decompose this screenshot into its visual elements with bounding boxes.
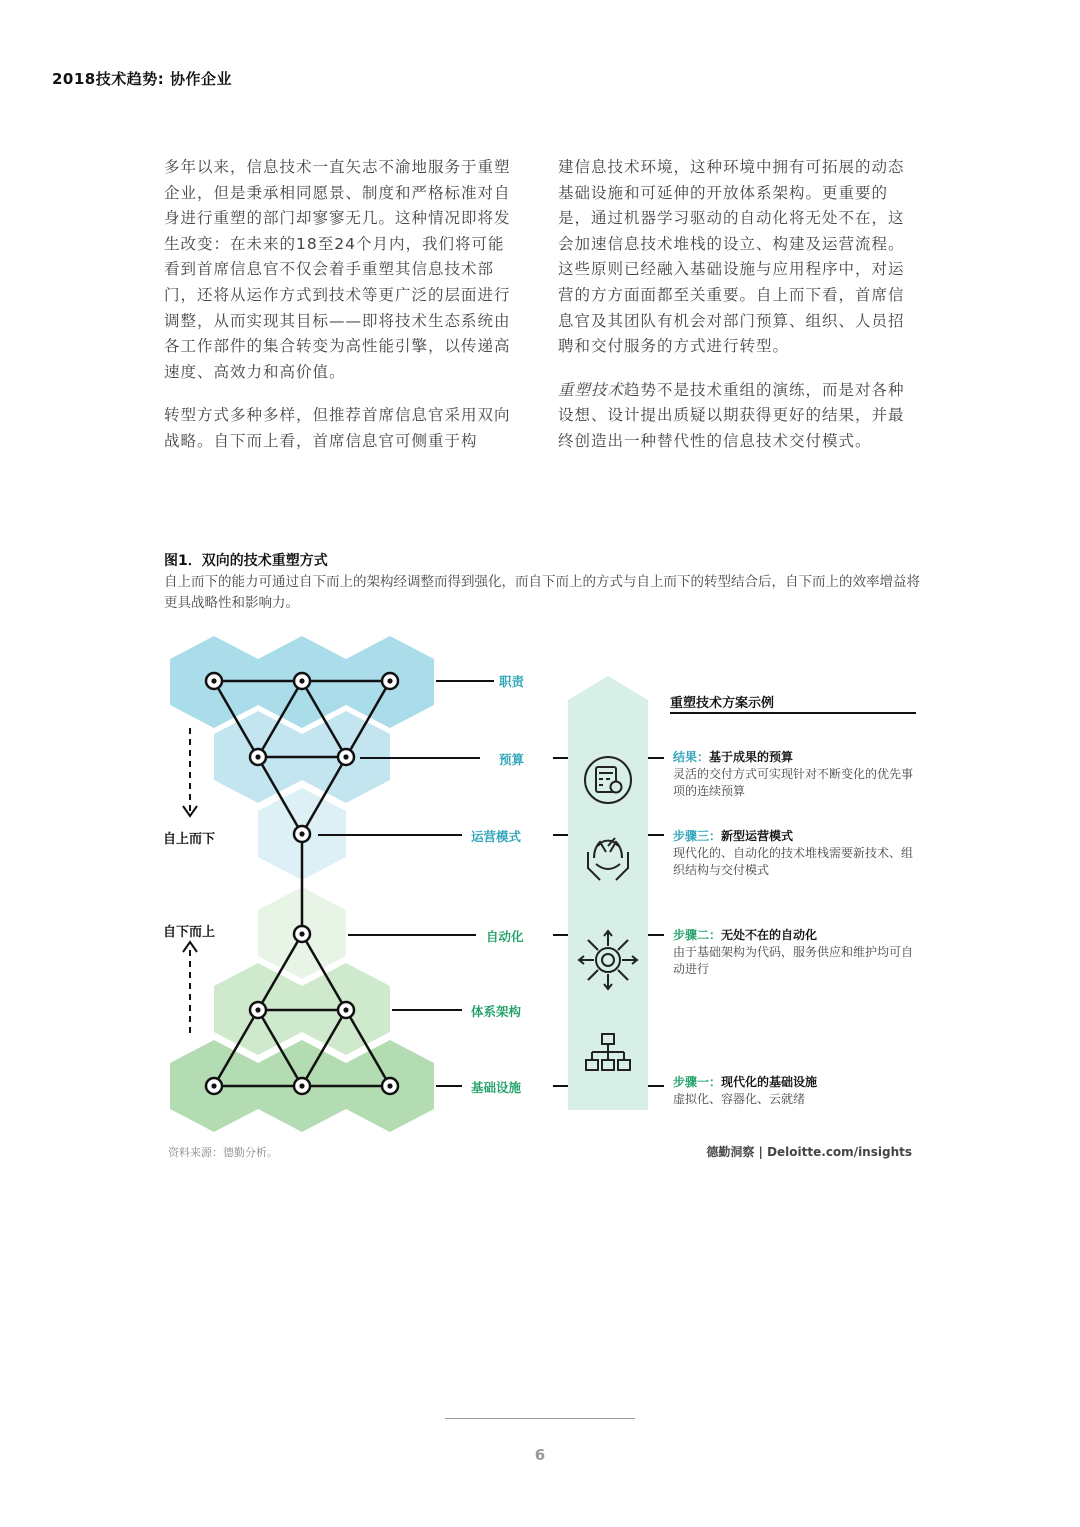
step-description: 灵活的交付方式可实现针对不断变化的优先事项的连续预算 <box>673 767 914 798</box>
step-title: 新型运营模式 <box>721 829 794 843</box>
footer-divider <box>445 1418 635 1419</box>
step-title: 现代化的基础设施 <box>721 1075 818 1089</box>
top-down-label: 自上而下 <box>163 832 216 847</box>
step-prefix: 步骤一： <box>673 1075 722 1089</box>
paragraph-text: 趋势不是技术重组的演练，而是对各种设想、设计提出质疑以期获得更好的结果，并最终创造出一种替代性的信息技术交付模式。 <box>558 380 905 450</box>
layer-label-automation: 自动化 <box>486 929 524 944</box>
step-description: 由于基础架构为代码，服务供应和维护均可自动进行 <box>673 945 914 976</box>
step-prefix: 步骤三： <box>673 829 722 843</box>
figure-credit: 德勤洞察 | Deloitte.com/insights <box>706 1145 912 1159</box>
layer-label-duty: 职责 <box>499 674 525 689</box>
bottom-up-label: 自下而上 <box>163 925 216 940</box>
step-item-three <box>673 828 913 879</box>
layer-label-architecture: 体系架构 <box>471 1004 522 1019</box>
layer-label-infrastructure: 基础设施 <box>471 1080 522 1095</box>
paragraph: 建信息技术环境，这种环境中拥有可拓展的动态基础设施和可延伸的开放体系架构。更重要的是，通过机器学习驱动的自动化将无处不在，这会加速信息技术堆栈的设立、构建及运营流程。这些原则已经融入基础设施与应用程序中，对运营的方方面面都至关重要。自上而下看，首席信息官及其团队有机会对部门预算、组织、人员招聘和交付服务的方式进行转型。 <box>558 158 905 356</box>
step-title: 基于成果的预算 <box>709 750 794 764</box>
step-description: 虚拟化、容器化、云就绪 <box>673 1092 806 1106</box>
panel-title: 重塑技术方案示例 <box>670 696 775 711</box>
top-down-arrow <box>183 728 197 816</box>
step-prefix: 步骤二： <box>673 928 722 942</box>
step-description: 现代化的、自动化的技术堆栈需要新技术、组织结构与交付模式 <box>673 846 914 877</box>
page-number: 6 <box>534 1446 546 1464</box>
step-prefix: 结果： <box>673 750 710 764</box>
step-item-one <box>673 1074 913 1108</box>
step-item-result <box>673 749 913 800</box>
step-heading <box>673 1074 913 1091</box>
step-heading <box>673 828 913 845</box>
panel-divider <box>670 712 916 714</box>
figure-caption: 自上而下的能力可通过自下而上的架构经调整而得到强化，而自下而上的方式与自上而下的转型结合后，自下而上的效率增益将更具战略性和影响力。 <box>164 574 920 611</box>
paragraph: 多年以来，信息技术一直矢志不渝地服务于重塑企业，但是秉承相同愿景、制度和严格标准对自身进行重塑的部门却寥寥无几。这种情况即将发生改变：在未来的18至24个月内，我们将可能看到首席信息官不仅会着手重塑其信息技术部门，还将从运作方式到技术等更广泛的层面进行调整，从而实现其目标——即将技术生态系统由各工作部件的集合转变为高性能引擎，以传递高速度、高效力和高价值。 <box>164 158 511 381</box>
bottom-up-arrow <box>183 942 197 1034</box>
figure-title: 图1．双向的技术重塑方式 <box>164 553 328 569</box>
step-heading <box>673 749 913 766</box>
step-item-two <box>673 927 913 978</box>
step-title: 无处不在的自动化 <box>721 928 818 942</box>
emphasis-text: 重塑技术 <box>558 380 625 399</box>
layer-label-ops-model: 运营模式 <box>471 829 522 844</box>
figure-source: 资料来源：德勤分析。 <box>168 1146 278 1159</box>
running-title: 2018技术趋势: 协作企业 <box>52 70 232 88</box>
layer-label-budget: 预算 <box>499 752 525 767</box>
paragraph: 转型方式多种多样，但推荐首席信息官采用双向战略。自下而上看，首席信息官可侧重于构 <box>164 406 511 450</box>
step-heading <box>673 927 913 944</box>
